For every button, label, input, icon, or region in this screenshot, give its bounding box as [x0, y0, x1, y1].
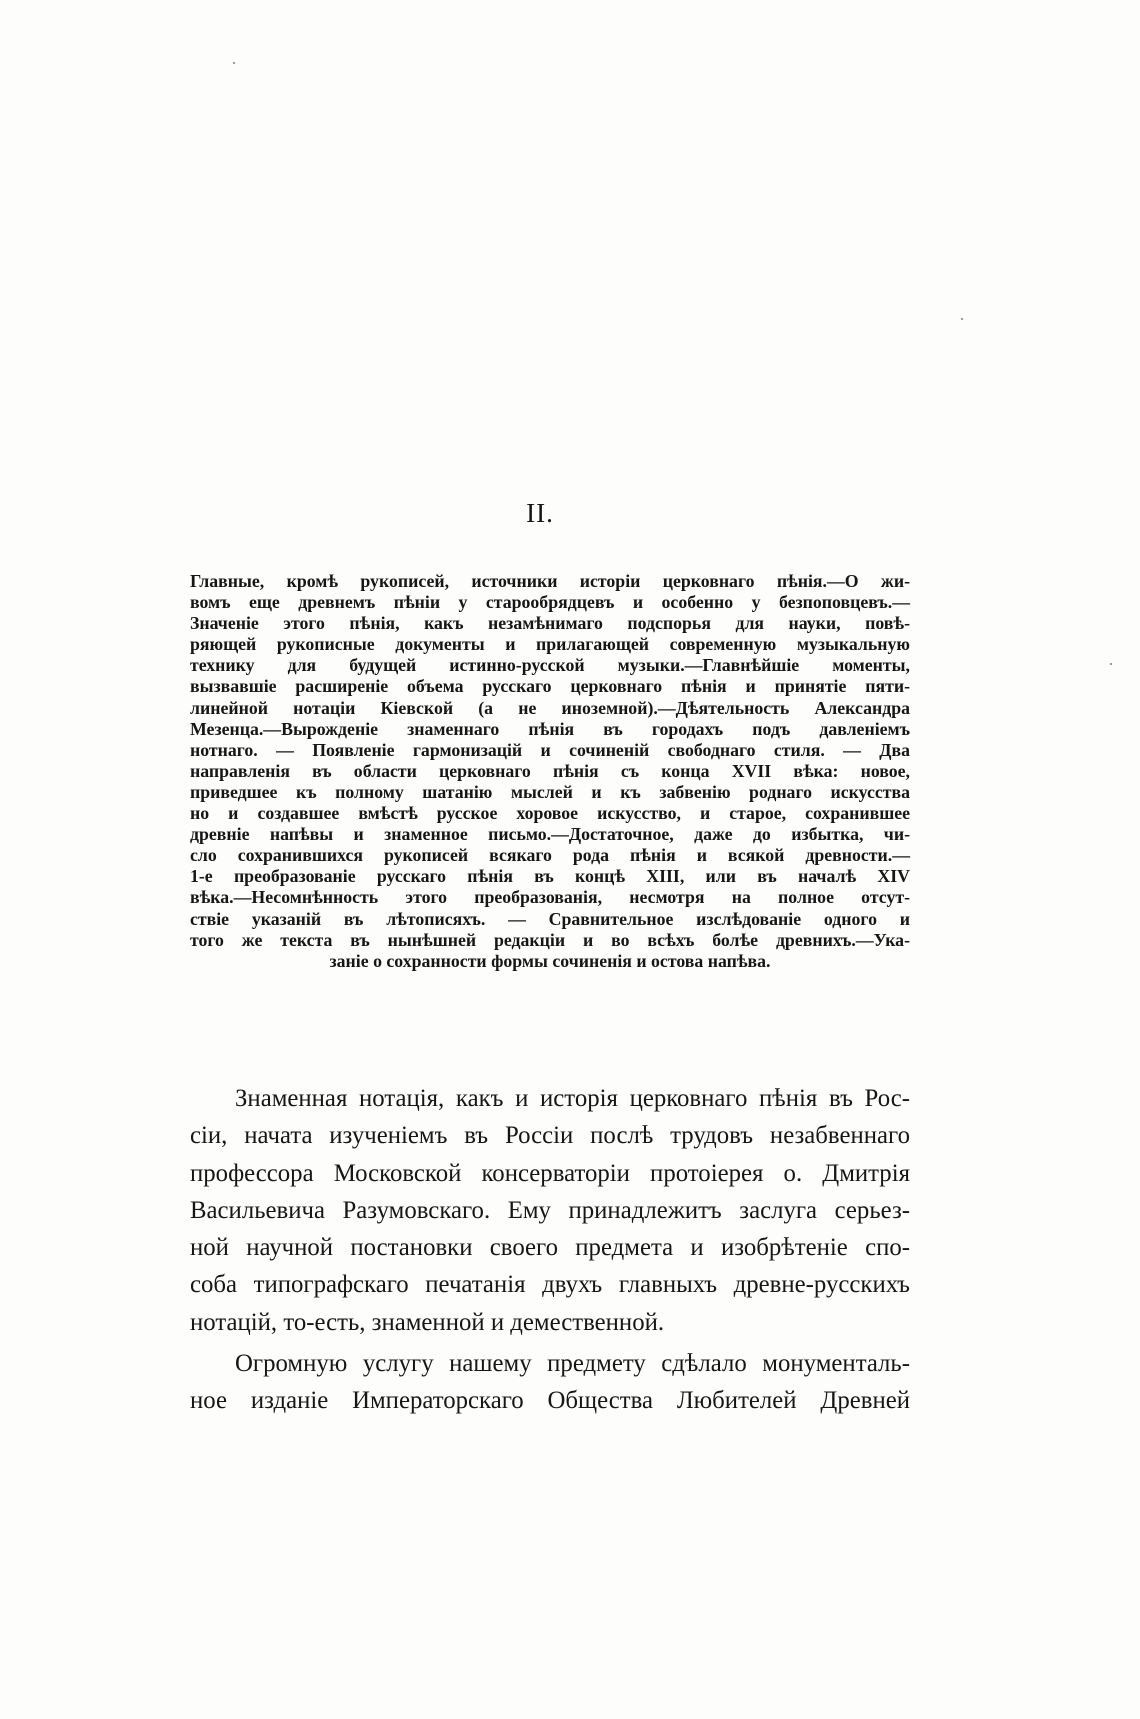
page-speck [1110, 663, 1112, 665]
summary-line: направленія въ области церковнаго пѣнія съ конца XVII вѣка: новое, [190, 760, 910, 781]
summary-line: приведшее къ полному шатанію мыслей и къ забвенію роднаго искусства [190, 781, 910, 802]
summary-line: линейной нотаціи Кіевской (а не иноземной).—Дѣятельность Александра [190, 697, 910, 718]
summary-line: ствіе указаній въ лѣтописяхъ. — Сравнительное изслѣдованіе одного и [190, 908, 910, 929]
text-line: нотацій, то-есть, знаменной и демественной. [190, 1308, 665, 1336]
paragraph-2 [190, 1345, 910, 1420]
text-line: ное изданіе Императорскаго Общества Любителей Древней [190, 1387, 910, 1415]
summary-line: Мезенца.—Вырожденіе знаменнаго пѣнія въ городахъ подъ давленіемъ [190, 718, 910, 739]
summary-line: того же текста въ нынѣшней редакціи и во всѣхъ болѣе древнихъ.—Ука- [190, 929, 910, 950]
page-speck [961, 318, 963, 320]
text-line: Огромную услугу нашему предмету сдѣлало монументаль- [235, 1350, 910, 1378]
summary-line: Главные, кромѣ рукописей, источники исторіи церковнаго пѣнія.—О жи- [190, 571, 910, 591]
paragraph-1 [190, 1080, 910, 1341]
summary-line: но и создавшее вмѣстѣ русское хоровое искусство, и старое, сохранившее [190, 803, 910, 824]
summary-line: заніе о сохранности формы сочиненія и остова напѣва. [329, 950, 771, 971]
summary-line: 1-е преобразованіе русскаго пѣнія въ концѣ XIII, или въ началѣ XIV [190, 866, 910, 887]
page-speck [233, 62, 235, 64]
summary-line: древніе напѣвы и знаменное письмо.—Достаточное, даже до избытка, чи- [190, 824, 910, 845]
text-line: ной научной постановки своего предмета и изобрѣтеніе спо- [190, 1234, 910, 1262]
text-line: сіи, начата изученіемъ въ Россіи послѣ трудовъ незабвеннаго [190, 1122, 910, 1150]
summary-line: вызвавшіе расширеніе объема русскаго церковнаго пѣнія и принятіе пяти- [190, 676, 910, 697]
main-text [190, 1080, 910, 1420]
summary-line: сло сохранившихся рукописей всякаго рода пѣнія и всякой древности.— [190, 845, 910, 866]
summary-line: вомъ еще древнемъ пѣніи у старообрядцевъ и особенно у безпоповцевъ.— [190, 592, 910, 613]
text-line: профессора Московской консерваторіи протоіерея о. Дмитрія [190, 1159, 910, 1187]
summary-line: ряющей рукописные документы и прилагающей современную музыкальную [190, 634, 910, 655]
chapter-number: II. [526, 498, 554, 528]
summary-line: технику для будущей истинно-русской музыки.—Главнѣйшіе моменты, [190, 655, 910, 676]
summary-line: Значеніе этого пѣнія, какъ незамѣнимаго подспорья для науки, повѣ- [190, 613, 910, 634]
text-line: соба типографскаго печатанія двухъ главныхъ древне-русскихъ [190, 1271, 910, 1299]
text-line: Знаменная нотація, какъ и исторія церковнаго пѣнія въ Рос- [235, 1085, 910, 1112]
summary-line: вѣка.—Несомнѣнность этого преобразованія, несмотря на полное отсут- [190, 887, 910, 908]
text-line: Васильевича Разумовскаго. Ему принадлежитъ заслуга серьез- [190, 1196, 910, 1224]
chapter-summary [190, 571, 910, 972]
summary-line: нотнаго. — Появленіе гармонизацій и сочиненій свободнаго стиля. — Два [190, 739, 910, 760]
